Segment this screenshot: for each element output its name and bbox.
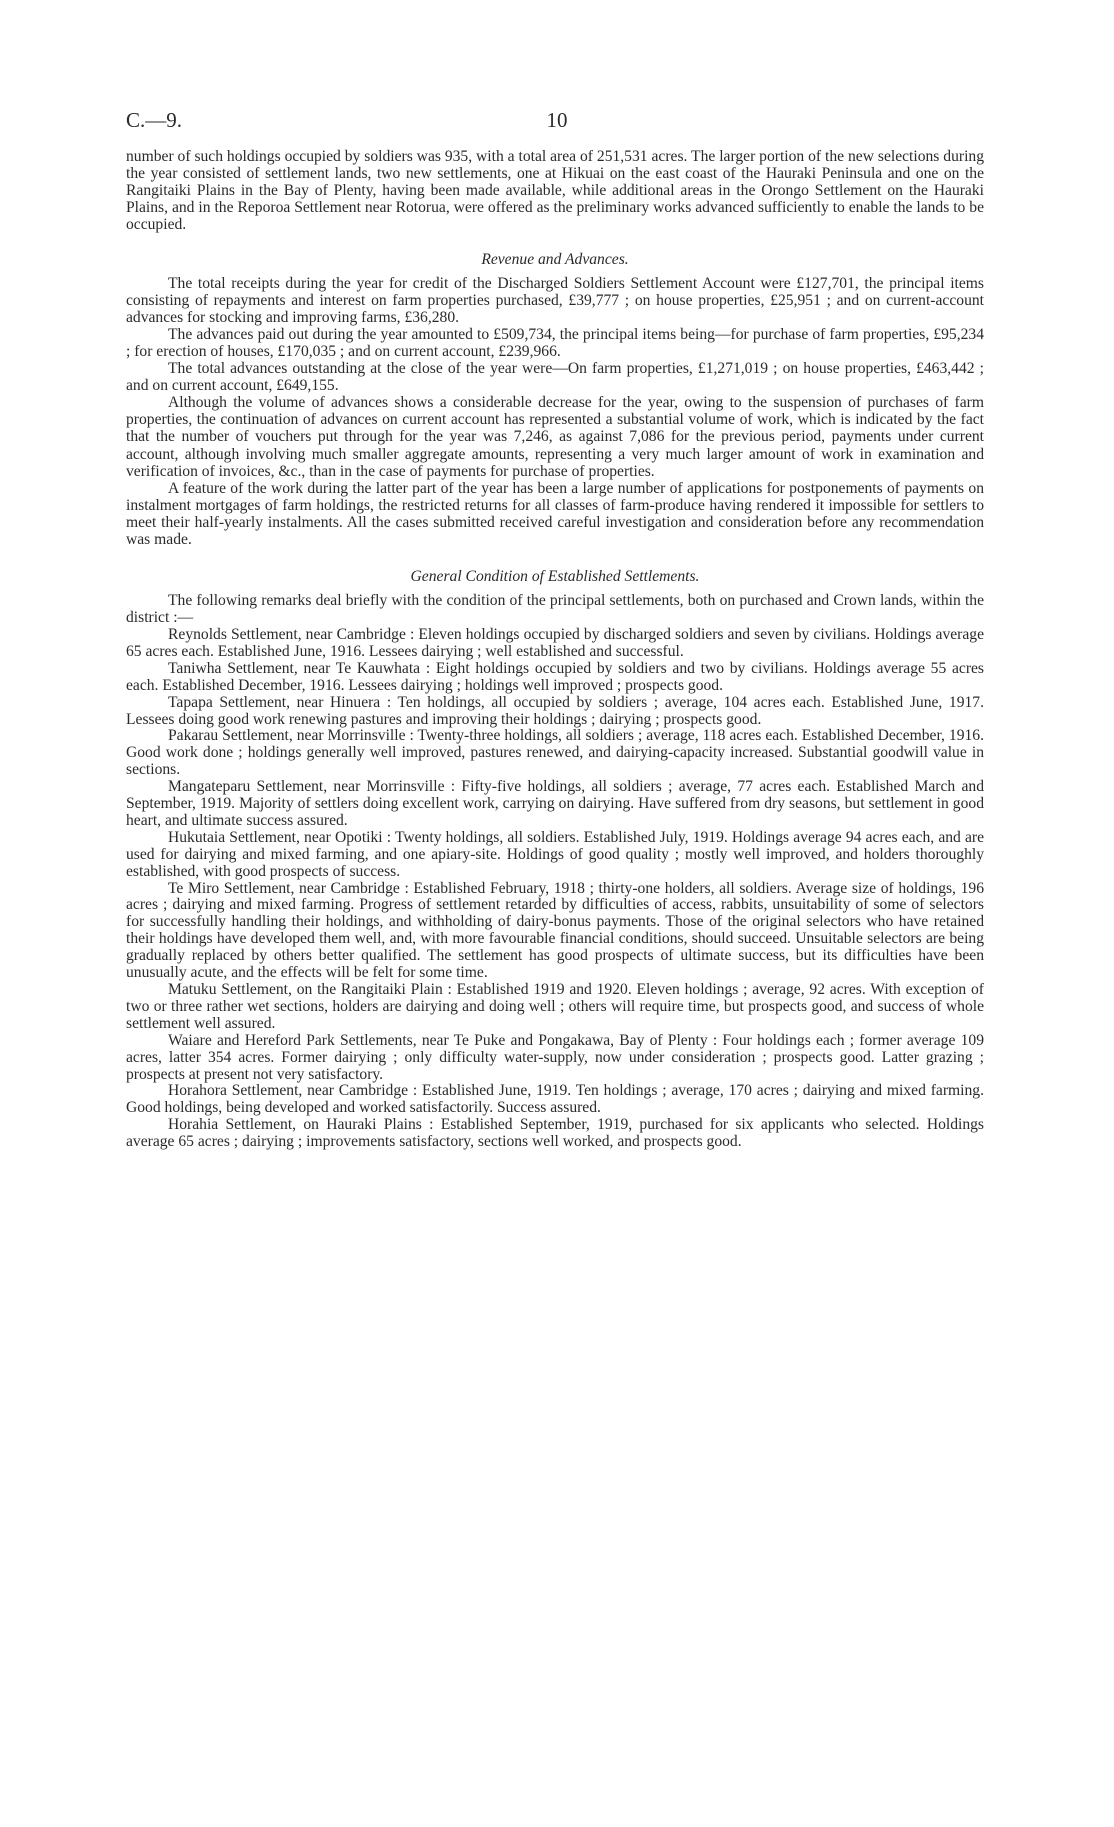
body-text xyxy=(126,148,984,1151)
settlement-paragraph: Te Miro Settlement, near Cambridge : Established February, 1918 ; thirty-one holders, all soldiers. Average size of holdings, 196 acres ; dairying and mixed farming. Progress of settlement retarded by difficulties of access, rabbits, unsuitability of some of selectors for successfully handling their holdings, and withholding of dairy-bonus payments. Those of the original selectors who have retained their holdings have developed them well, and, with more favourable financial conditions, should succeed. Unsuitable selectors are being gradually replaced by others better qualified. The settlement has good prospects of ultimate success, but its difficulties have been unusually acute, and the effects will be felt for some time. xyxy=(126,879,984,982)
settlement-paragraph: Waiare and Hereford Park Settlements, near Te Puke and Pongakawa, Bay of Plenty : Four holdings each ; former average 109 acres, latter 354 acres. Former dairying ; only difficulty water-supply, now under consideration ; prospects good. Latter grazing ; prospects at present not very satisfactory. xyxy=(126,1031,984,1083)
revenue-paragraph: The total advances outstanding at the close of the year were—On farm properties, £1,271,019 ; on house properties, £463,442 ; and on current account, £649,155. xyxy=(126,360,984,395)
settlement-paragraph: Mangateparu Settlement, near Morrinsville : Fifty-five holdings, all soldiers ; average, 77 acres each. Established March and September, 1919. Majority of settlers doing excellent work, carrying on dairying. Have suffered from dry seasons, but settlement in good heart, and ultimate success assured. xyxy=(126,778,984,829)
settlement-paragraph: Reynolds Settlement, near Cambridge : Eleven holdings occupied by discharged soldiers and seven by civilians. Holdings average 65 acres each. Established June, 1916. Lessees dairying ; well established and successful. xyxy=(126,625,984,660)
settlement-paragraph: Taniwha Settlement, near Te Kauwhata : Eight holdings occupied by soldiers and two by civilians. Holdings average 55 acres each. Established December, 1916. Lessees dairying ; holdings well improved ; prospects good. xyxy=(126,659,984,694)
settlements-heading: General Condition of Established Settlements. xyxy=(410,568,700,586)
revenue-paragraph: Although the volume of advances shows a considerable decrease for the year, owing to the suspension of purchases of farm properties, the continuation of advances on current account has represented a substantial volume of work, which is indicated by the fact that the number of vouchers put through for the year was 7,246, as against 7,086 for the previous period, payments under current account, although involving much smaller aggregate amounts, representing a very much larger amount of work in examination and verification of invoices, &c., than in the case of payments for purchase of properties. xyxy=(126,394,984,480)
page-number: 10 xyxy=(546,108,568,132)
revenue-paragraph: The total receipts during the year for credit of the Discharged Soldiers Settlement Account were £127,701, the principal items consisting of repayments and interest on farm properties purchased, £39,777 ; on house properties, £25,951 ; and on current-account advances for stocking and improving farms, £36,280. xyxy=(126,274,984,326)
revenue-paragraph: A feature of the work during the latter part of the year has been a large number of applications for postponements of payments on instalment mortgages of farm holdings, the restricted returns for all classes of farm-produce having rendered it impossible for settlers to meet their half-yearly instalments. All the cases submitted received careful investigation and consideration before any recommendation was made. xyxy=(126,479,984,548)
settlements-section xyxy=(126,593,984,1151)
series-label: C.—9. xyxy=(126,108,183,132)
revenue-heading: Revenue and Advances. xyxy=(481,251,629,269)
settlement-paragraph: Pakarau Settlement, near Morrinsville : Twenty-three holdings, all soldiers ; average, 118 acres each. Established December, 1916. Good work done ; holdings generally well improved, pastures renewed, and dairying-capacity increased. Substantial goodwill value in sections. xyxy=(126,727,984,779)
intro-paragraph: number of such holdings occupied by soldiers was 935, with a total area of 251,531 acres. The larger portion of the new selections during the year consisted of settlement lands, two new settlements, one at Hikuai on the east coast of the Hauraki Peninsula and one on the Rangitaiki Plains in the Bay of Plenty, having been made available, while additional areas in the Orongo Settlement on the Hauraki Plains, and in the Reporoa Settlement near Rotorua, were offered as the preliminary works advanced sufficiently to enable the lands to be occupied. xyxy=(126,148,984,234)
revenue-paragraph: The advances paid out during the year amounted to £509,734, the principal items being—for purchase of farm properties, £95,234 ; for erection of houses, £170,035 ; and on current account, £239,966. xyxy=(126,325,984,360)
settlement-paragraph: Horahora Settlement, near Cambridge : Established June, 1919. Ten holdings ; average, 170 acres ; dairying and mixed farming. Good holdings, being developed and worked satisfactorily. Success assured. xyxy=(126,1082,984,1117)
settlement-paragraph: Tapapa Settlement, near Hinuera : Ten holdings, all occupied by soldiers ; average, 104 acres each. Established June, 1917. Lessees doing good work renewing pastures and improving their holdings ; dairying ; prospects good. xyxy=(126,693,984,728)
settlement-paragraph: The following remarks deal briefly with the condition of the principal settlements, both on purchased and Crown lands, within the district :— xyxy=(126,592,984,627)
settlement-paragraph: Hukutaia Settlement, near Opotiki : Twenty holdings, all soldiers. Established July, 1919. Holdings average 94 acres each, and are used for dairying and mixed farming, and one apiary-site. Holdings of good quality ; mostly well improved, and holders thoroughly established, with good prospects of success. xyxy=(126,828,984,880)
page-header xyxy=(126,108,988,138)
settlement-paragraph: Horahia Settlement, on Hauraki Plains : Established September, 1919, purchased for six applicants who selected. Holdings average 65 acres ; dairying ; improvements satisfactory, sections well worked, and prospects good. xyxy=(126,1116,984,1151)
settlement-paragraph: Matuku Settlement, on the Rangitaiki Plain : Established 1919 and 1920. Eleven holdings ; average, 92 acres. With exception of two or three rather wet sections, holders are dairying and doing well ; others will require time, but prospects good, and success of whole settlement well assured. xyxy=(126,981,984,1032)
